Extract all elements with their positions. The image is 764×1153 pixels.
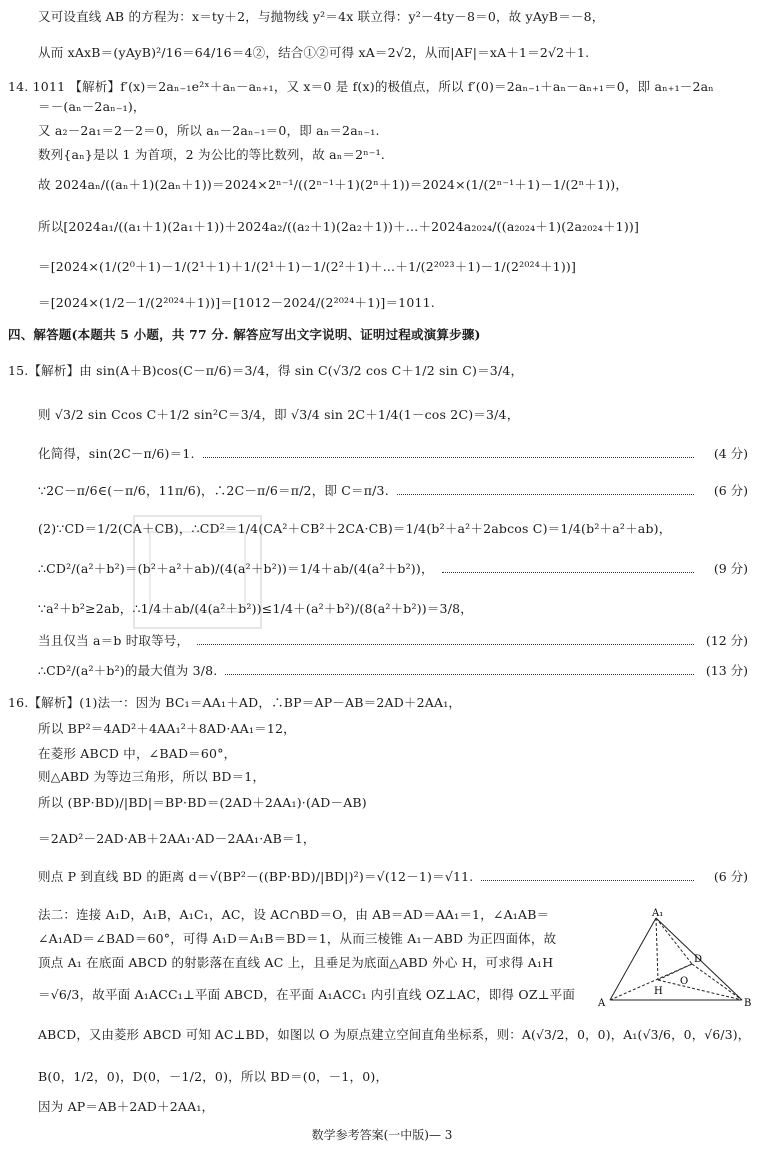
page-footer: 数学参考答案(一中版)— 3 <box>311 1128 453 1142</box>
label-b: B <box>744 998 752 1009</box>
line-text: 又 a₂－2a₁＝2－2＝0，所以 aₙ－2aₙ₋₁＝0，即 aₙ＝2aₙ₋₁. <box>38 123 380 138</box>
line-text: (2)∵CD＝1/2(CA＋CB)，∴CD²＝1/4(CA²＋CB²＋2CA·CB)＝1/4(b²＋a²＋2abcos C)＝1/4(b²＋a²＋ab)， <box>38 521 672 536</box>
line-text: 四、解答题(本题共 5 小题，共 77 分. 解答应写出文字说明、证明过程或演算步骤) <box>8 327 481 342</box>
line-text: 化简得，sin(2C－π/6)＝1. <box>38 446 195 461</box>
score-points: (4 分) <box>713 446 748 461</box>
score-points: (6 分) <box>713 869 748 884</box>
line-text: ＝√6/3，故平面 A₁ACC₁⊥平面 ABCD，在平面 A₁ACC₁ 内引直线 OZ⊥AC，即得 OZ⊥平面 <box>38 987 576 1002</box>
leader-dots <box>225 674 694 675</box>
leader-dots <box>197 644 694 645</box>
leader-dots <box>481 880 694 881</box>
line-text: 故 2024aₙ/((aₙ＋1)(2aₙ＋1))＝2024×2ⁿ⁻¹/((2ⁿ⁻¹＋1)(2ⁿ＋1))＝2024×(1/(2ⁿ⁻¹＋1)－1/(2ⁿ＋1))， <box>38 177 629 192</box>
line-text: ABCD，又由菱形 ABCD 可知 AC⊥BD，如图以 O 为原点建立空间直角坐标系，则：A(√3/2，0，0)，A₁(√3/6，0，√6/3)， <box>38 1027 751 1042</box>
line-text: 15.【解析】由 sin(A＋B)cos(C－π/6)＝3/4，得 sin C(√3/2 cos C＋1/2 sin C)＝3/4， <box>8 363 524 378</box>
line-text: 则 √3/2 sin Ccos C＋1/2 sin²C＝3/4，即 √3/4 sin 2C＋1/4(1－cos 2C)＝3/4， <box>38 407 520 422</box>
line-text: B(0，1/2，0)，D(0，－1/2，0)，所以 BD＝(0，－1，0)， <box>38 1069 389 1084</box>
tetrahedron-figure <box>596 908 756 1010</box>
line-text: ∵2C－π/6∈(－π/6，11π/6)，∴2C－π/6＝π/2，即 C＝π/3. <box>38 483 389 498</box>
leader-dots <box>397 494 694 495</box>
label-o: O <box>680 976 689 987</box>
line-text: 16.【解析】(1)法一：因为 BC₁＝AA₁＋AD，∴BP＝AP－AB＝2AD＋2AA₁， <box>8 695 462 710</box>
line-text: 从而 xAxB＝(yAyB)²/16＝64/16＝4②，结合①②可得 xA＝2√2，从而|AF|＝xA＋1＝2√2＋1. <box>38 45 590 60</box>
score-points: (13 分) <box>705 663 748 678</box>
label-a1: A₁ <box>652 908 664 919</box>
line-text: ∴CD²/(a²＋b²)＝(b²＋a²＋ab)/(4(a²＋b²))＝1/4＋ab/(4(a²＋b²))， <box>38 561 434 576</box>
line-text: 法二：连接 A₁D，A₁B，A₁C₁，AC，设 AC∩BD＝O，由 AB＝AD＝AA₁＝1，∠A₁AB＝ <box>38 907 550 922</box>
line-text: ∠A₁AD＝∠BAD＝60°，可得 A₁D＝A₁B＝BD＝1，从而三棱锥 A₁－ABD 为正四面体，故 <box>38 931 557 946</box>
label-h: H <box>654 986 663 997</box>
line-text: 顶点 A₁ 在底面 ABCD 的射影落在直线 AC 上，且垂足为底面△ABD 外心 H，可求得 A₁H <box>38 955 554 970</box>
score-points: (12 分) <box>705 633 748 648</box>
score-points: (9 分) <box>713 561 748 576</box>
line-text: ＝[2024×(1/2－1/(2²⁰²⁴＋1))]＝[1012－2024/(2²⁰²⁴＋1)]＝1011. <box>38 295 435 310</box>
line-text: 则点 P 到直线 BD 的距离 d＝√(BP²－((BP·BD)/|BD|)²)＝√(12－1)＝√11. <box>38 869 474 884</box>
line-text: 当且仅当 a＝b 时取等号， <box>38 633 190 648</box>
leader-dots <box>442 572 694 573</box>
line-text: 又可设直线 AB 的方程为：x＝ty＋2，与抛物线 y²＝4x 联立得：y²－4ty－8＝0，故 yAyB＝－8， <box>38 9 605 24</box>
line-text: 14. 1011 【解析】f′(x)＝2aₙ₋₁e²ˣ＋aₙ－aₙ₊₁，又 x＝0 是 f(x)的极值点，所以 f′(0)＝2aₙ₋₁＋aₙ－aₙ₊₁＝0，即 aₙ₊₁－2aₙ <box>8 79 714 94</box>
line-text: 在菱形 ABCD 中，∠BAD＝60°， <box>38 746 237 761</box>
line-text: 所以 BP²＝4AD²＋4AA₁²＋8AD·AA₁＝12， <box>38 721 296 736</box>
watermark <box>130 512 265 632</box>
score-points: (6 分) <box>713 483 748 498</box>
line-text: ＝2AD²－2AD·AB＋2AA₁·AD－2AA₁·AB＝1， <box>38 831 316 846</box>
line-text: 所以 (BP·BD)/|BD|＝BP·BD＝(2AD＋2AA₁)·(AD－AB) <box>38 795 367 810</box>
line-text: 因为 AP＝AB＋2AD＋2AA₁， <box>38 1099 215 1114</box>
label-d: D <box>694 954 703 965</box>
line-text: ∵a²＋b²≥2ab，∴1/4＋ab/(4(a²＋b²))≤1/4＋(a²＋b²)/(8(a²＋b²))＝3/8， <box>38 601 473 616</box>
label-a: A <box>598 998 606 1009</box>
leader-dots <box>203 457 694 458</box>
line-text: ＝－(aₙ－2aₙ₋₁)， <box>38 99 146 114</box>
line-text: 则△ABD 为等边三角形，所以 BD＝1， <box>38 769 266 784</box>
line-text: ∴CD²/(a²＋b²)的最大值为 3/8. <box>38 663 218 678</box>
line-text: ＝[2024×(1/(2⁰＋1)－1/(2¹＋1)＋1/(2¹＋1)－1/(2²＋1)＋…＋1/(2²⁰²³＋1)－1/(2²⁰²⁴＋1))] <box>38 259 577 274</box>
line-text: 所以[2024a₁/((a₁＋1)(2a₁＋1))＋2024a₂/((a₂＋1)(2a₂＋1))＋…＋2024a₂₀₂₄/((a₂₀₂₄＋1)(2a₂₀₂₄＋1))] <box>38 219 640 234</box>
line-text: 数列{aₙ}是以 1 为首项，2 为公比的等比数列，故 aₙ＝2ⁿ⁻¹. <box>38 147 386 162</box>
